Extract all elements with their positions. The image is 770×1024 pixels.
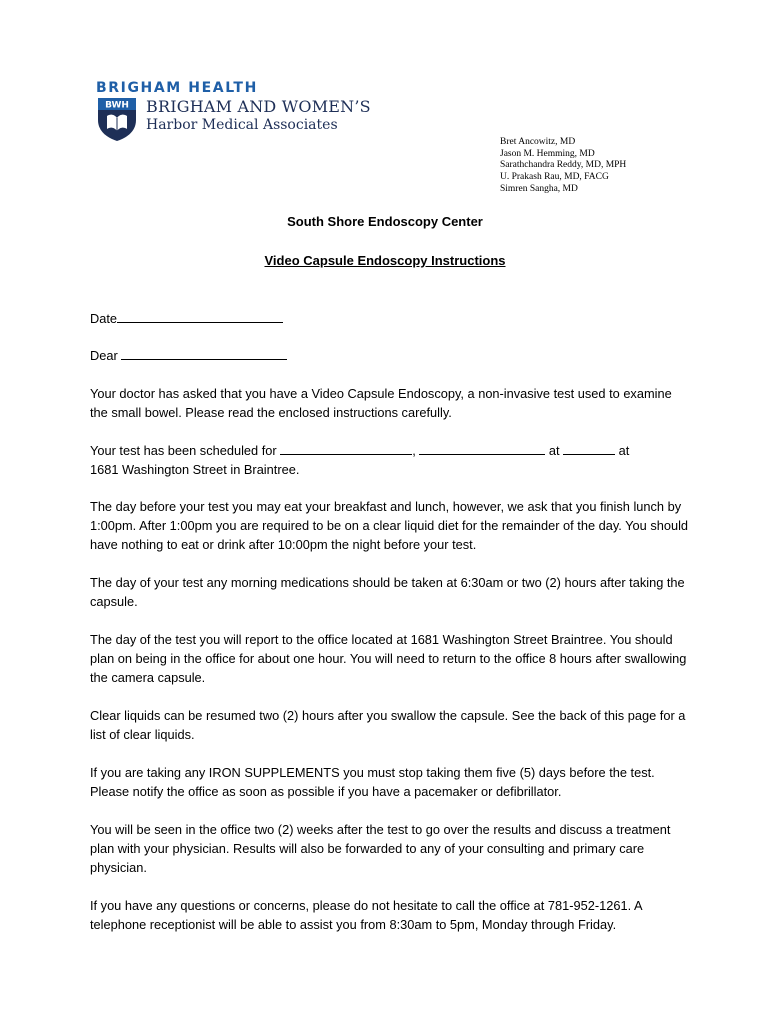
clear-liquids-paragraph: Clear liquids can be resumed two (2) hours after you swallow the capsule. See the back of this page for a list of clear liquids. bbox=[90, 708, 686, 742]
office-visit-paragraph: The day of the test you will report to the office located at 1681 Washington Street Braintree. You should plan on being in the office for about one hour. You will need to return to the office 8 hours after swallowing the camera capsule. bbox=[90, 632, 687, 685]
center-title: South Shore Endoscopy Center bbox=[287, 214, 483, 229]
schedule-date-blank-field[interactable] bbox=[419, 442, 545, 455]
intro-paragraph: Your doctor has asked that you have a Video Capsule Endoscopy, a non-invasive test used to examine the small bowel. Please read the enclosed instructions carefully. bbox=[90, 386, 672, 420]
dear-label: Dear bbox=[90, 348, 122, 363]
date-blank-field[interactable] bbox=[117, 310, 283, 323]
schedule-address: 1681 Washington Street in Braintree. bbox=[90, 462, 300, 477]
physician-name: Bret Ancowitz, MD bbox=[500, 137, 576, 147]
brigham-and-womens-wordmark: BRIGHAM AND WOMEN’S bbox=[146, 97, 371, 116]
iron-supplements-paragraph: If you are taking any IRON SUPPLEMENTS you must stop taking them five (5) days before the test. Please notify the office as soon as possible if you have a pacemaker or defibrillator. bbox=[90, 765, 655, 799]
recipient-blank-field[interactable] bbox=[121, 347, 287, 360]
schedule-at-2: at bbox=[615, 443, 630, 458]
schedule-paragraph bbox=[90, 441, 690, 479]
physician-name: Jason M. Hemming, MD bbox=[500, 148, 595, 159]
day-before-paragraph: The day before your test you may eat your breakfast and lunch, however, we ask that you finish lunch by 1:00pm. After 1:00pm you are required to be on a clear liquid diet for the remainder of the day. You should have nothing to eat or drink after 10:00pm the night before your test. bbox=[90, 499, 689, 552]
dear-line bbox=[90, 346, 690, 365]
contact-paragraph: If you have any questions or concerns, please do not hesitate to call the office at 781-952-1261. A telephone receptionist will be able to assist you from 8:30am to 5pm, Monday through Friday. bbox=[90, 898, 642, 932]
physician-name: Sarathchandra Reddy, MD, MPH bbox=[500, 160, 627, 171]
schedule-at: at bbox=[545, 443, 564, 458]
follow-up-paragraph: You will be seen in the office two (2) weeks after the test to go over the results and discuss a treatment plan with your physician. Results will also be forwarded to any of your consulting and primary care physician. bbox=[90, 822, 671, 875]
physician-name: U. Prakash Rau, MD, FACG bbox=[500, 172, 609, 183]
date-label: Date bbox=[90, 311, 118, 326]
brigham-health-wordmark: BRIGHAM HEALTH bbox=[96, 80, 258, 96]
physician-name: Simren Sangha, MD bbox=[500, 183, 578, 194]
medications-paragraph: The day of your test any morning medications should be taken at 6:30am or two (2) hours after taking the capsule. bbox=[90, 575, 685, 609]
instructions-title: Video Capsule Endoscopy Instructions bbox=[264, 253, 506, 268]
schedule-day-blank-field[interactable] bbox=[280, 442, 412, 455]
physician-list bbox=[500, 137, 626, 196]
harbor-medical-associates-wordmark: Harbor Medical Associates bbox=[146, 117, 338, 133]
schedule-prefix: Your test has been scheduled for bbox=[90, 443, 281, 458]
bwh-shield-logo bbox=[96, 96, 138, 142]
date-line bbox=[90, 309, 690, 328]
schedule-time-blank-field[interactable] bbox=[563, 442, 615, 455]
shield-text: BWH bbox=[105, 100, 129, 111]
schedule-comma: , bbox=[412, 443, 420, 458]
